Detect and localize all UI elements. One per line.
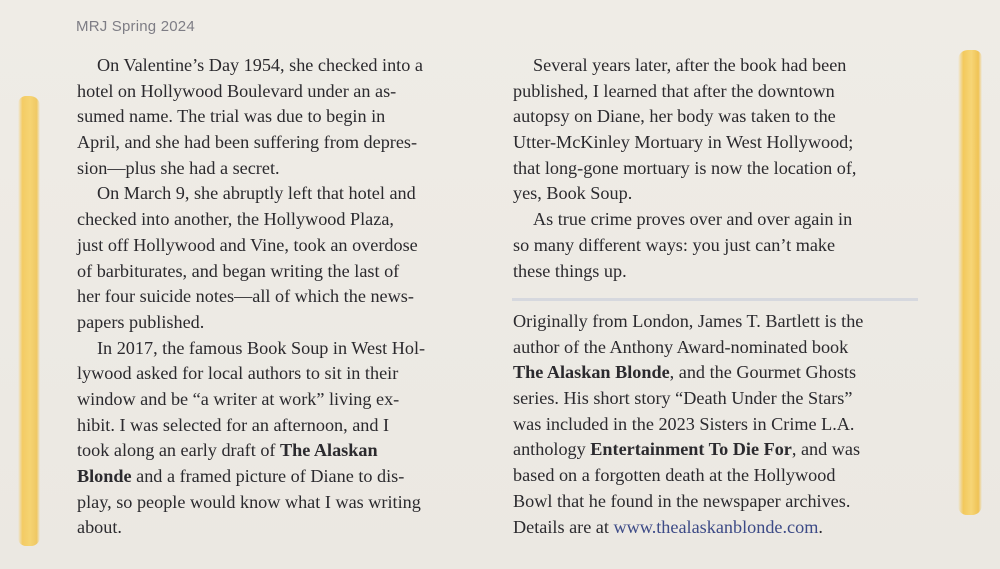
text-run: Details are at [513,516,614,537]
text-line: On Valentine’s Day 1954, she checked into a [97,55,423,75]
text-line [77,464,497,490]
text-line: sumed name. The trial was due to begin in [77,106,386,127]
right-column [513,53,923,284]
text-run: and a framed picture of Diane to dis- [131,466,405,486]
text-line: just off Hollywood and Vine, took an overdose [77,234,418,255]
text-line: In 2017, the famous Book Soup in West Hol- [97,337,426,358]
text-line: autopsy on Diane, her body was taken to the [513,106,836,127]
book-title: Entertainment To Die For [590,439,792,460]
text-run: took along an early draft of [77,440,281,461]
text-line: author of the Anthony Award-nominated book [513,336,849,357]
text-line: these things up. [513,260,627,281]
text-line: so many different ways: you just can’t make [513,234,836,255]
text-line: checked into another, the Hollywood Plaza, [77,209,394,230]
text-line: As true crime proves over and over again in [533,209,853,230]
book-title: The Alaskan Blonde [513,362,670,383]
text-line: papers published. [77,311,205,332]
text-line: published, I learned that after the downtown [513,80,835,101]
text-line: based on a forgotten death at the Hollywood [513,465,836,486]
text-run: anthology [513,439,591,460]
text-line: series. His short story “Death Under the Stars” [513,388,853,409]
text-line: hibit. I was selected for an afternoon, and I [77,414,390,435]
text-line: April, and she had been suffering from depres- [77,132,418,153]
text-line: Bowl that he found in the newspaper archives. [513,490,851,511]
book-title: Blonde [77,466,132,486]
text-line [513,437,923,463]
text-line: play, so people would know what I was writing [77,491,421,512]
text-line: sion—plus she had a secret. [77,157,280,178]
highlighter-stripe-right [958,50,982,515]
text-run: . [818,516,823,537]
text-line: of barbiturates, and began writing the last of [77,260,400,281]
text-line: lywood asked for local authors to sit in their [77,363,399,384]
text-line: that long-gone mortuary is now the location of, [513,157,857,178]
text-line: Originally from London, James T. Bartlett is the [513,311,864,331]
text-line: window and be “a writer at work” living ex- [77,388,400,409]
text-line: about. [77,517,122,538]
page-header: MRJ Spring 2024 [76,18,195,35]
text-line: On March 9, she abruptly left that hotel and [97,183,416,204]
text-run: , and the Gourmet Ghosts [669,362,857,383]
text-line: Utter-McKinley Mortuary in West Hollywood; [513,132,854,153]
text-line [513,360,923,386]
text-line: hotel on Hollywood Boulevard under an as- [77,80,397,101]
text-line [513,515,923,541]
author-bio [513,309,923,540]
text-line [77,438,497,464]
left-column [77,53,497,541]
book-title: The Alaskan [280,440,378,461]
highlighter-stripe-left [18,96,40,546]
text-line: Several years later, after the book had been [533,55,847,75]
website-link[interactable]: www.thealaskanblonde.com [613,516,819,537]
text-line: her four suicide notes—all of which the news- [77,286,414,307]
divider [512,298,918,301]
text-line: yes, Book Soup. [513,183,633,204]
text-run: , and was [791,439,861,460]
text-line: was included in the 2023 Sisters in Crime L.A. [513,413,855,434]
